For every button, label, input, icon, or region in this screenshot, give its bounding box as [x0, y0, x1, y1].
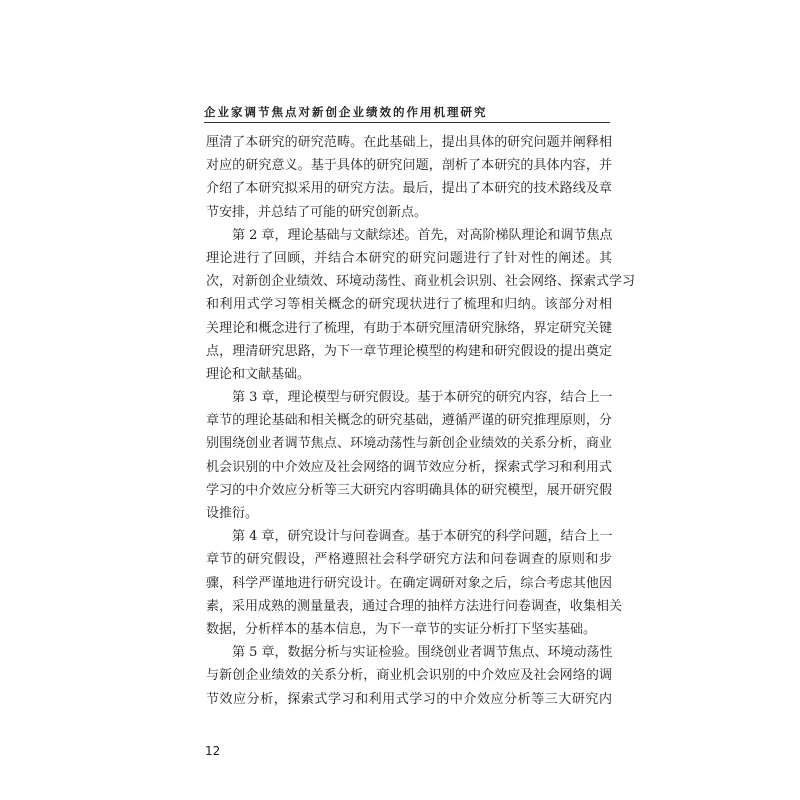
paragraph: [206, 641, 612, 711]
paragraph: [206, 525, 623, 641]
paragraph: [206, 131, 612, 224]
text-line: 厘清了本研究的研究范畴。在此基础上，提出具体的研究问题并阐释相: [206, 135, 612, 150]
text-line: 骤，科学严谨地进行研究设计。在确定调研对象之后，综合考虑其他因: [206, 575, 612, 591]
text-line: 关理论和概念进行了梳理，有助于本研究厘清研究脉络，界定研究关键: [206, 320, 612, 336]
text-line: 理论进行了回顾，并结合本研究的研究问题进行了针对性的阐述。其: [206, 250, 612, 266]
text-line: 介绍了本研究拟采用的研究方法。最后，提出了本研究的技术路线及章: [206, 181, 612, 197]
text-line: 章节的理论基础和相关概念的研究基础，遵循严谨的研究推理原则，分: [206, 413, 612, 429]
text-line: 第 3 章，理论模型与研究假设。基于本研究的研究内容，结合上一: [232, 390, 613, 406]
page-number: 12: [205, 744, 221, 758]
text-line: 节效应分析，探索式学习和利用式学习的中介效应分析等三大研究内: [206, 691, 612, 707]
text-line: 别围绕创业者调节焦点、环境动荡性与新创企业绩效的关系分析，商业: [206, 436, 612, 452]
running-header: 企业家调节焦点对新创企业绩效的作用机理研究: [204, 105, 488, 119]
text-line: 和利用式学习等相关概念的研究现状进行了梳理和归纳。该部分对相: [206, 297, 612, 313]
text-line: 点，理清研究思路，为下一章节理论模型的构建和研究假设的提出奠定: [206, 343, 612, 359]
text-line: 对应的研究意义。基于具体的研究问题，剖析了本研究的具体内容，并: [206, 158, 612, 174]
paragraph: [206, 224, 636, 386]
paragraph: [206, 386, 612, 525]
text-line: 次，对新创企业绩效、环境动荡性、商业机会识别、社会网络、探索式学习: [206, 274, 636, 290]
text-line: 节安排，并总结了可能的研究创新点。: [206, 204, 428, 220]
text-line: 第 2 章，理论基础与文献综述。首先，对高阶梯队理论和调节焦点: [232, 227, 613, 243]
text-line: 理论和文献基础。: [206, 366, 311, 382]
header-rule: [204, 122, 610, 123]
text-line: 素，采用成熟的测量量表，通过合理的抽样方法进行问卷调查，收集相关: [206, 598, 623, 614]
text-line: 学习的中介效应分析等三大研究内容明确具体的研究模型，展开研究假: [206, 482, 612, 498]
text-line: 设推衍。: [206, 506, 259, 521]
text-line: 与新创企业绩效的关系分析，商业机会识别的中介效应及社会网络的调: [206, 668, 612, 684]
body-text: [206, 131, 636, 711]
text-line: 机会识别的中介效应及社会网络的调节效应分析，探索式学习和利用式: [206, 459, 612, 475]
text-line: 第 5 章，数据分析与实证检验。围绕创业者调节焦点、环境动荡性: [232, 645, 613, 661]
text-line: 章节的研究假设，严格遵照社会科学研究方法和问卷调查的原则和步: [206, 552, 612, 568]
text-line: 数据，分析样本的基本信息，为下一章节的实证分析打下坚实基础。: [206, 621, 597, 637]
text-line: 第 4 章，研究设计与问卷调查。基于本研究的科学问题，结合上一: [232, 529, 613, 545]
